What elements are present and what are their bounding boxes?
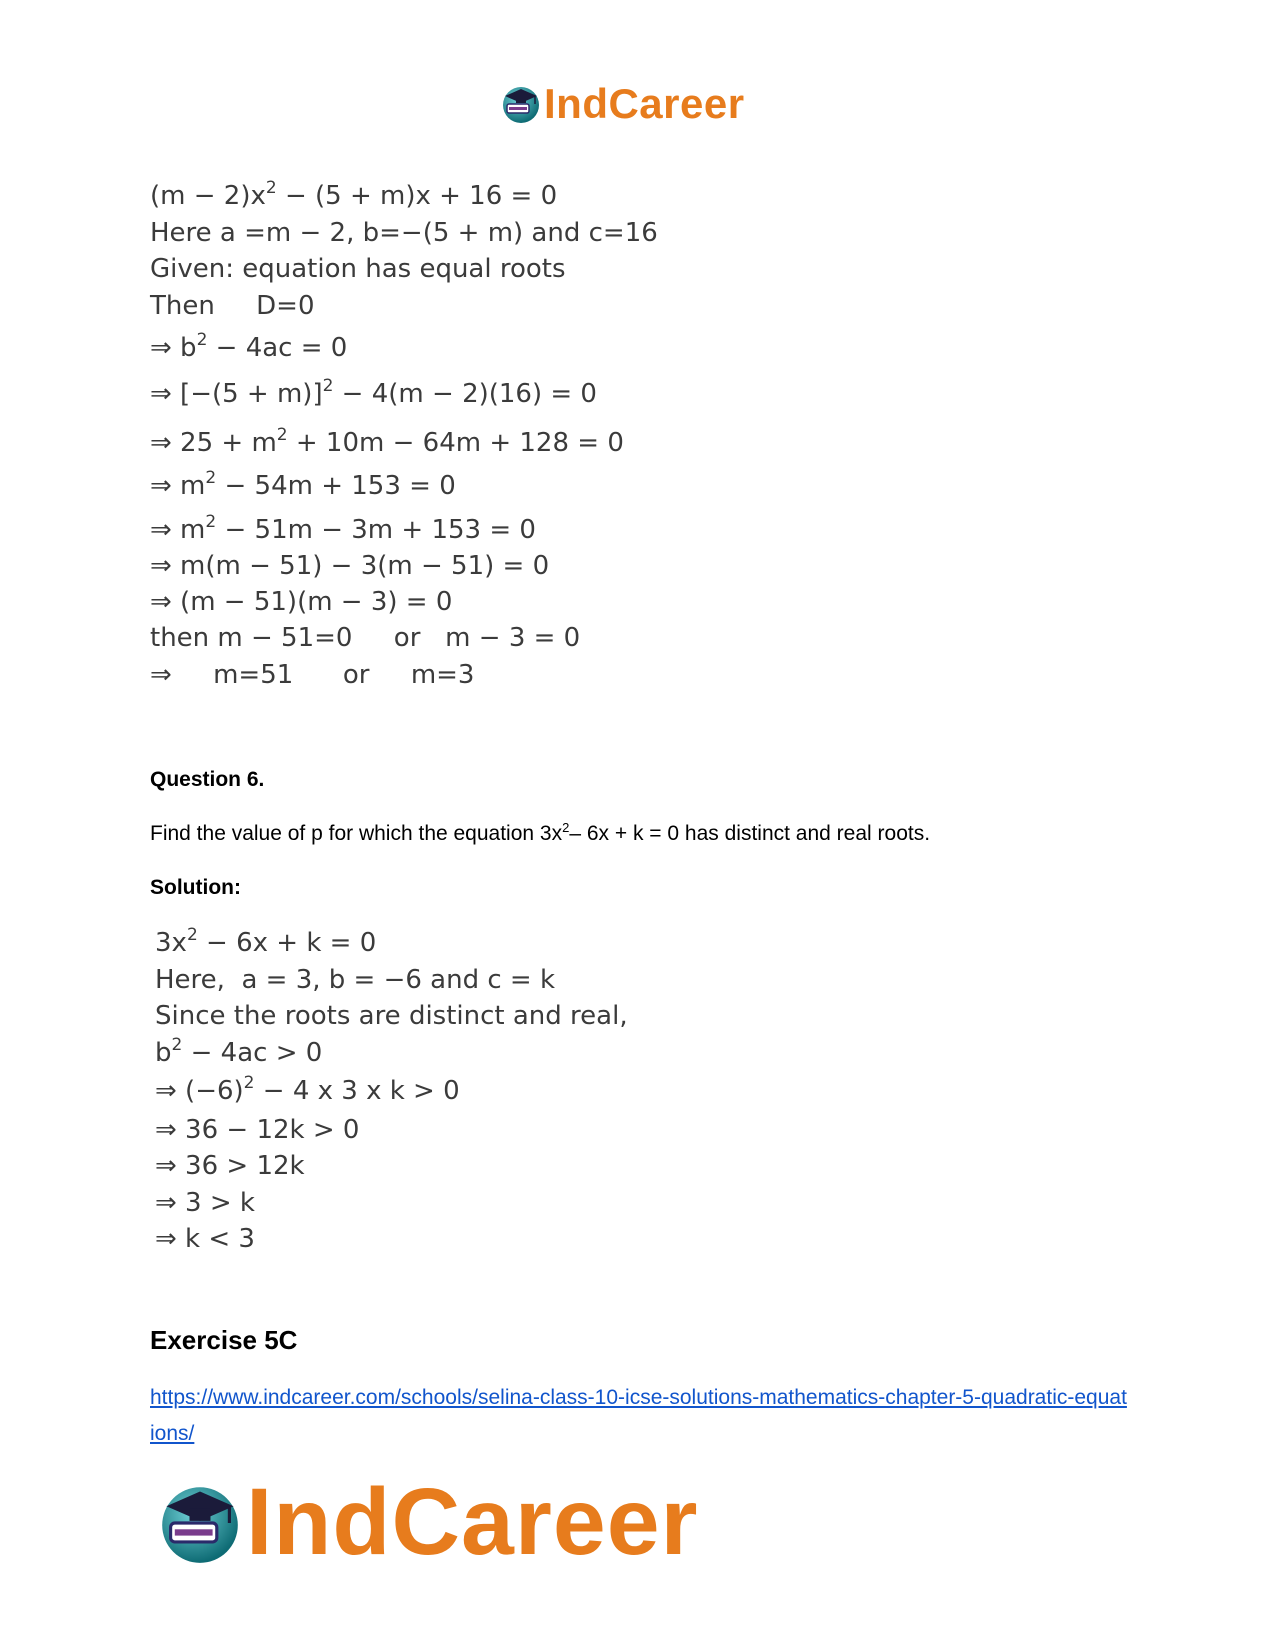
- solution-label: Solution:: [150, 876, 241, 899]
- math-line: Here a =m − 2, b=−(5 + m) and c=16: [150, 218, 658, 248]
- math-line: Here, a = 3, b = −6 and c = k: [155, 965, 556, 995]
- graduation-cap-globe-icon: [158, 1481, 242, 1565]
- math-line: ⇒ $[-(5 + m)]^2 - 4(m - 2)(16) = 0$: [150, 376, 597, 409]
- header-logo: [501, 80, 745, 128]
- math-line: ⇒ (m − 51)(m − 3) = 0: [150, 587, 453, 617]
- math-line: $(m - 2)x^2 - (5 + m)x + 16 = 0$: [150, 178, 558, 211]
- question-6-text: [150, 822, 930, 846]
- exercise-heading: Exercise 5C: [150, 1325, 298, 1355]
- math-line: ⇒ 3 > k: [155, 1188, 255, 1218]
- math-line: ⇒ m(m − 51) − 3(m − 51) = 0: [150, 551, 550, 581]
- graduation-cap-globe-icon: [501, 84, 541, 124]
- math-line: ⇒ k < 3: [155, 1224, 255, 1254]
- question-6-title: Question 6.: [150, 768, 265, 791]
- math-line: ⇒ $m^2 - 54m + 153 = 0$: [150, 468, 456, 501]
- math-line: ⇒ m=51 or m=3: [150, 660, 475, 690]
- math-line: ⇒ $m^2 - 51m - 3m + 153 = 0$: [150, 512, 536, 545]
- math-line: $b^2 - 4ac > 0$: [155, 1035, 323, 1068]
- math-line: ⇒ $25 + m^2 + 10m - 64m + 128 = 0$: [150, 425, 624, 458]
- math-line: Then D=0: [150, 291, 315, 321]
- logo-text: IndCareer: [544, 80, 745, 127]
- footer-logo: [158, 1468, 699, 1577]
- exponent: 2: [562, 820, 570, 835]
- exercise-link[interactable]: https://www.indcareer.com/schools/selina-class-10-icse-solutions-mathematics-chapter-5-quadratic-equations/: [150, 1386, 1127, 1445]
- math-line: ⇒ 36 − 12k > 0: [155, 1115, 360, 1145]
- math-line: ⇒ $b^2 - 4ac = 0$: [150, 330, 348, 363]
- math-line: $3x^2 - 6x + k = 0$: [155, 925, 377, 958]
- question-text-part: Find the value of p for which the equation 3x: [150, 822, 563, 845]
- math-line: then m − 51=0 or m − 3 = 0: [150, 623, 581, 653]
- question-text-part: – 6x + k = 0 has distinct and real roots.: [569, 822, 931, 845]
- math-line: ⇒ $(-6)^2 - 4$ x 3 x k > 0: [155, 1073, 460, 1106]
- math-line: Given: equation has equal roots: [150, 254, 566, 284]
- math-line: Since the roots are distinct and real,: [155, 1001, 628, 1031]
- logo-text: IndCareer: [246, 1469, 699, 1575]
- math-line: ⇒ 36 > 12k: [155, 1151, 305, 1181]
